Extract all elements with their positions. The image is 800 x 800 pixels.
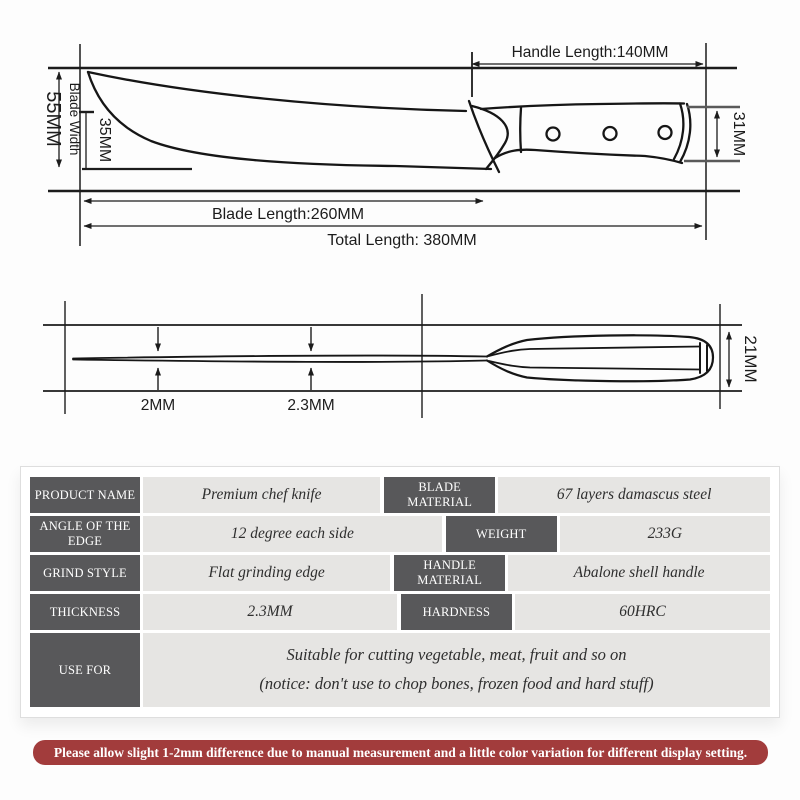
side-view-dimensions [42,44,747,249]
blade-width-value-label: 55MM [42,91,64,147]
handle-bottom-edge [495,150,682,163]
rivet-1 [547,128,560,141]
spec-label-thickness: THICKNESS [30,594,140,630]
rivet-3 [659,126,672,139]
tang-bottom-line [489,361,700,370]
spec-label-weight: WEIGHT [446,516,557,552]
measurement-note-banner: Please allow slight 1-2mm difference due to manual measurement and a little color variation for different display setting. [33,740,768,765]
knife-top-view-outline [73,335,713,381]
handle-thickness-label: 21MM [741,335,760,383]
spec-value-blade-material: 67 layers damascus steel [498,477,770,513]
handle-butt-inner [674,104,683,160]
handle-top-outline [487,335,713,381]
spine-taper-bottom [73,360,487,362]
blade-length-label: Blade Length:260MM [211,206,365,223]
spec-value-thickness: 2.3MM [143,594,397,630]
spine-thickness-tip-label: 2MM [140,397,176,414]
spec-table [20,466,780,718]
spec-label-product-name: PRODUCT NAME [30,477,140,513]
spine-taper-top [73,355,487,358]
side-view-construction-lines [48,43,740,246]
knife-side-view-outline [88,72,690,172]
table-row [30,555,770,591]
rivet-2 [604,127,617,140]
spec-value-product-name: Premium chef knife [143,477,380,513]
handle-length-label: Handle Length:140MM [511,44,669,61]
spine-thickness-heel-label: 2.3MM [287,397,335,414]
spec-label-handle-material: HANDLE MATERIAL [394,555,505,591]
spec-label-use-for: USE FOR [30,633,140,707]
bolster-scale-line [520,108,521,152]
total-length-label: Total Length: 380MM [327,232,477,249]
spec-label-blade-material: BLADE MATERIAL [384,477,495,513]
bolster-left-edge [469,101,499,172]
handle-height-label: 31MM [730,111,747,157]
top-view-dimensions [141,327,760,414]
handle-top-edge [481,103,684,109]
spec-value-use-for [143,633,770,707]
use-for-line2: (notice: don't use to chop bones, frozen food and hard stuff) [259,674,654,693]
bolster-right-edge [472,106,508,169]
spec-value-weight: 233G [560,516,770,552]
spec-label-hardness: HARDNESS [401,594,512,630]
tang-top-line [489,347,700,357]
spec-value-angle: 12 degree each side [143,516,442,552]
table-row [30,516,770,552]
use-for-line1: Suitable for cutting vegetable, meat, fruit and so on [286,645,627,665]
spec-value-grind-style: Flat grinding edge [143,555,390,591]
spec-label-grind-style: GRIND STYLE [30,555,140,591]
table-row [30,594,770,630]
spec-value-hardness: 60HRC [515,594,770,630]
spec-label-angle: ANGLE OF THE EDGE [30,516,140,552]
edge-height-label: 35MM [96,117,113,163]
blade-width-label: Blade Width [67,82,82,156]
blade-edge [88,72,491,169]
spec-value-handle-material: Abalone shell handle [508,555,770,591]
blade-spine [88,72,466,111]
table-row [30,477,770,513]
table-row-use-for [30,633,770,707]
